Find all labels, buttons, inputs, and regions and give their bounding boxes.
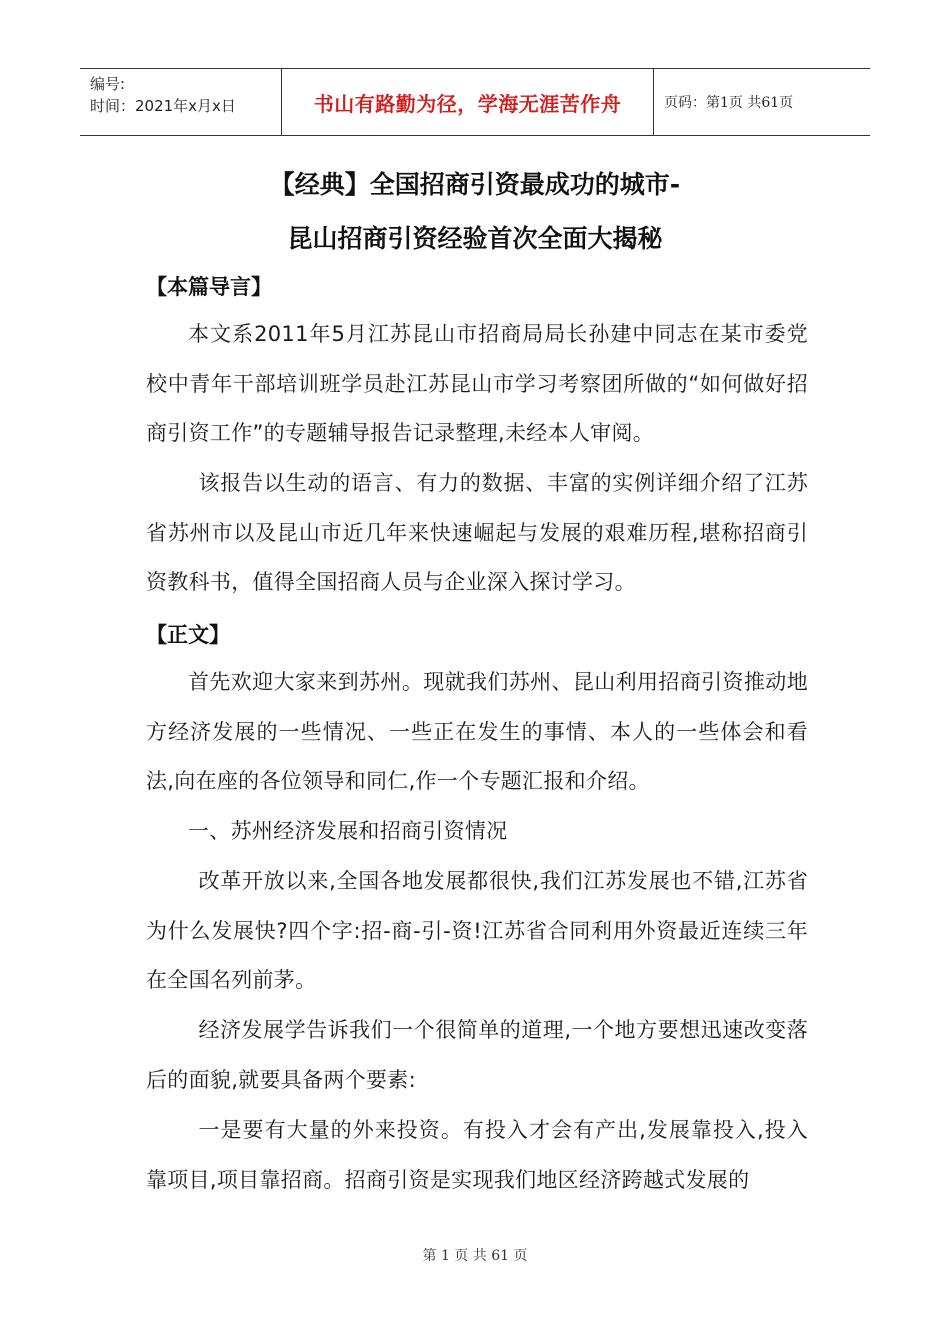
intro-heading: 【本篇导言】 xyxy=(146,275,272,299)
page-footer: 第 1 页 共 61 页 xyxy=(422,1248,528,1264)
header-motto: 书山有路勤为径，学海无涯苦作舟 xyxy=(282,69,654,135)
document-header xyxy=(80,68,870,136)
intro-paragraph-2: 该报告以生动的语言、有力的数据、丰富的实例详细介绍了江苏省苏州市以及昆山市近几年来快速崛起与发展的艰难历程,堪称招商引资教科书，值得全国招商人员与企业深入探讨学习。 xyxy=(146,471,808,594)
intro-paragraph-1: 本文系2011年5月江苏昆山市招商局局长孙建中同志在某市委党校中青年干部培训班学员赴江苏昆山市学习考察团所做的“如何做好招商引资工作”的专题辅导报告记录整理,未经本人审阅。 xyxy=(146,322,808,445)
document-number-label: 编号: xyxy=(90,75,126,93)
header-meta-cell xyxy=(80,69,282,135)
document-title-line-1: 【经典】全国招商引资最成功的城市- xyxy=(269,170,681,199)
document-date: 时间：2021年x月x日 xyxy=(90,97,236,115)
body-paragraph-4: 一是要有大量的外来投资。有投入才会有产出,发展靠投入,投入靠项目,项目靠招商。招商引资是实现我们地区经济跨越式发展的 xyxy=(146,1118,808,1192)
document-title-line-2: 昆山招商引资经验首次全面大揭秘 xyxy=(287,224,663,253)
body-paragraph-1: 首先欢迎大家来到苏州。现就我们苏州、昆山利用招商引资推动地方经济发展的一些情况、一些正在发生的事情、本人的一些体会和看法,向在座的各位领导和同仁,作一个专题汇报和介绍。 xyxy=(146,670,808,793)
body-paragraph-3: 经济发展学告诉我们一个很简单的道理,一个地方要想迅速改变落后的面貌,就要具备两个要素: xyxy=(146,1018,808,1092)
body-paragraph-2: 改革开放以来,全国各地发展都很快,我们江苏发展也不错,江苏省为什么发展快?四个字:招-商-引-资!江苏省合同利用外资最近连续三年在全国名列前茅。 xyxy=(146,869,808,992)
header-page-info: 页码：第1页 共61页 xyxy=(664,95,794,111)
body-heading: 【正文】 xyxy=(146,623,230,647)
section-heading-1: 一、苏州经济发展和招商引资情况 xyxy=(188,819,508,843)
